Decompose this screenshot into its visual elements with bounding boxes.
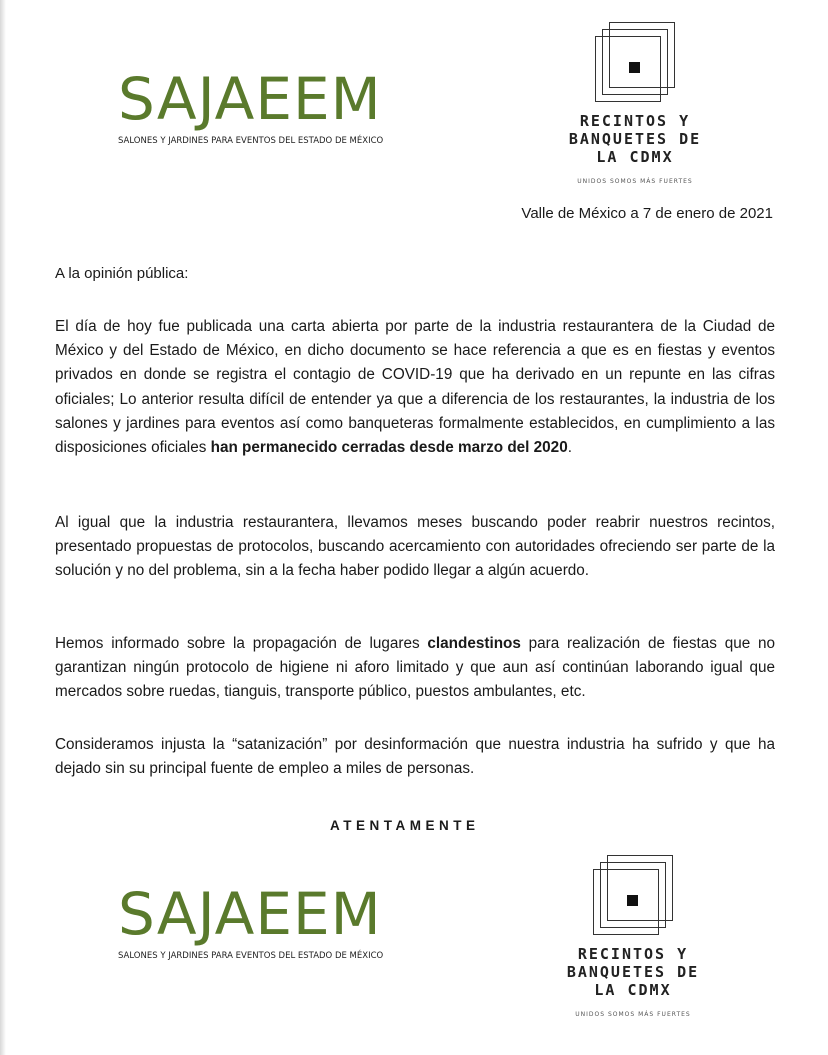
recintos-slogan: UNIDOS SOMOS MÁS FUERTES [575, 1011, 691, 1018]
recintos-name: RECINTOS Y BANQUETES DE LA CDMX [566, 945, 700, 999]
paragraph-2: Al igual que la industria restaurantera, llevamos meses buscando poder reabrir nuestros recintos, presentado propuestas de protocolos, buscando acercamiento con autoridades ofreciendo ser parte de la solución y no del problema, sin a la fecha haber podido llegar a algún acuerdo. [55, 514, 775, 580]
paragraph-3: Hemos informado sobre la propagación de lugares clandestinos para realización de fiestas que no garantizan ningún protocolo de higiene ni aforo limitado y que aun así continúan laborando igual que mercados sobre ruedas, tianguis, transporte público, puestos ambulantes, etc. [55, 635, 775, 701]
closing-atentamente: ATENTAMENTE [330, 818, 480, 833]
recintos-slogan: UNIDOS SOMOS MÁS FUERTES [577, 178, 693, 185]
paragraph-1: El día de hoy fue publicada una carta abierta por parte de la industria restaurantera de la Ciudad de México y del Estado de México, en dicho documento se hace referencia a que es en fiestas y eventos privados en donde se registra el contagio de COVID-19 que ha derivado en un repunte en las cifras oficiales; Lo anterior resulta difícil de entender ya que a diferencia de los restaurantes, la industria de los salones y jardines para eventos así como banqueteras formalmente establecidos, en cumplimiento a las disposiciones oficiales han permanecido cerradas desde marzo del 2020. [55, 318, 775, 457]
sajaeem-tagline: SALONES Y JARDINES PARA EVENTOS DEL ESTADO DE MÉXICO [118, 136, 384, 146]
sajaeem-tagline: SALONES Y JARDINES PARA EVENTOS DEL ESTADO DE MÉXICO [118, 951, 384, 961]
sajaeem-brand: SAJAEEM [118, 65, 382, 133]
page-edge-shadow [0, 0, 6, 1055]
sajaeem-logo-top [118, 65, 384, 146]
sajaeem-brand: SAJAEEM [118, 880, 382, 948]
sajaeem-logo-bottom [118, 880, 384, 961]
paragraph-3-emphasis: clandestinos [427, 635, 521, 652]
paragraph-4: Consideramos injusta la “satanización” por desinformación que nuestra industria ha sufrido y que ha dejado sin su principal fuente de empleo a miles de personas. [55, 736, 775, 778]
letter-salutation: A la opinión pública: [55, 265, 189, 282]
recintos-logo-bottom [533, 855, 733, 1018]
nested-squares-icon [593, 855, 673, 935]
recintos-logo-top [535, 22, 735, 185]
paragraph-1-emphasis: han permanecido cerradas desde marzo del 2020 [210, 439, 568, 457]
nested-squares-icon [595, 22, 675, 102]
recintos-name: RECINTOS Y BANQUETES DE LA CDMX [568, 112, 702, 166]
letter-date: Valle de México a 7 de enero de 2021 [521, 205, 773, 222]
